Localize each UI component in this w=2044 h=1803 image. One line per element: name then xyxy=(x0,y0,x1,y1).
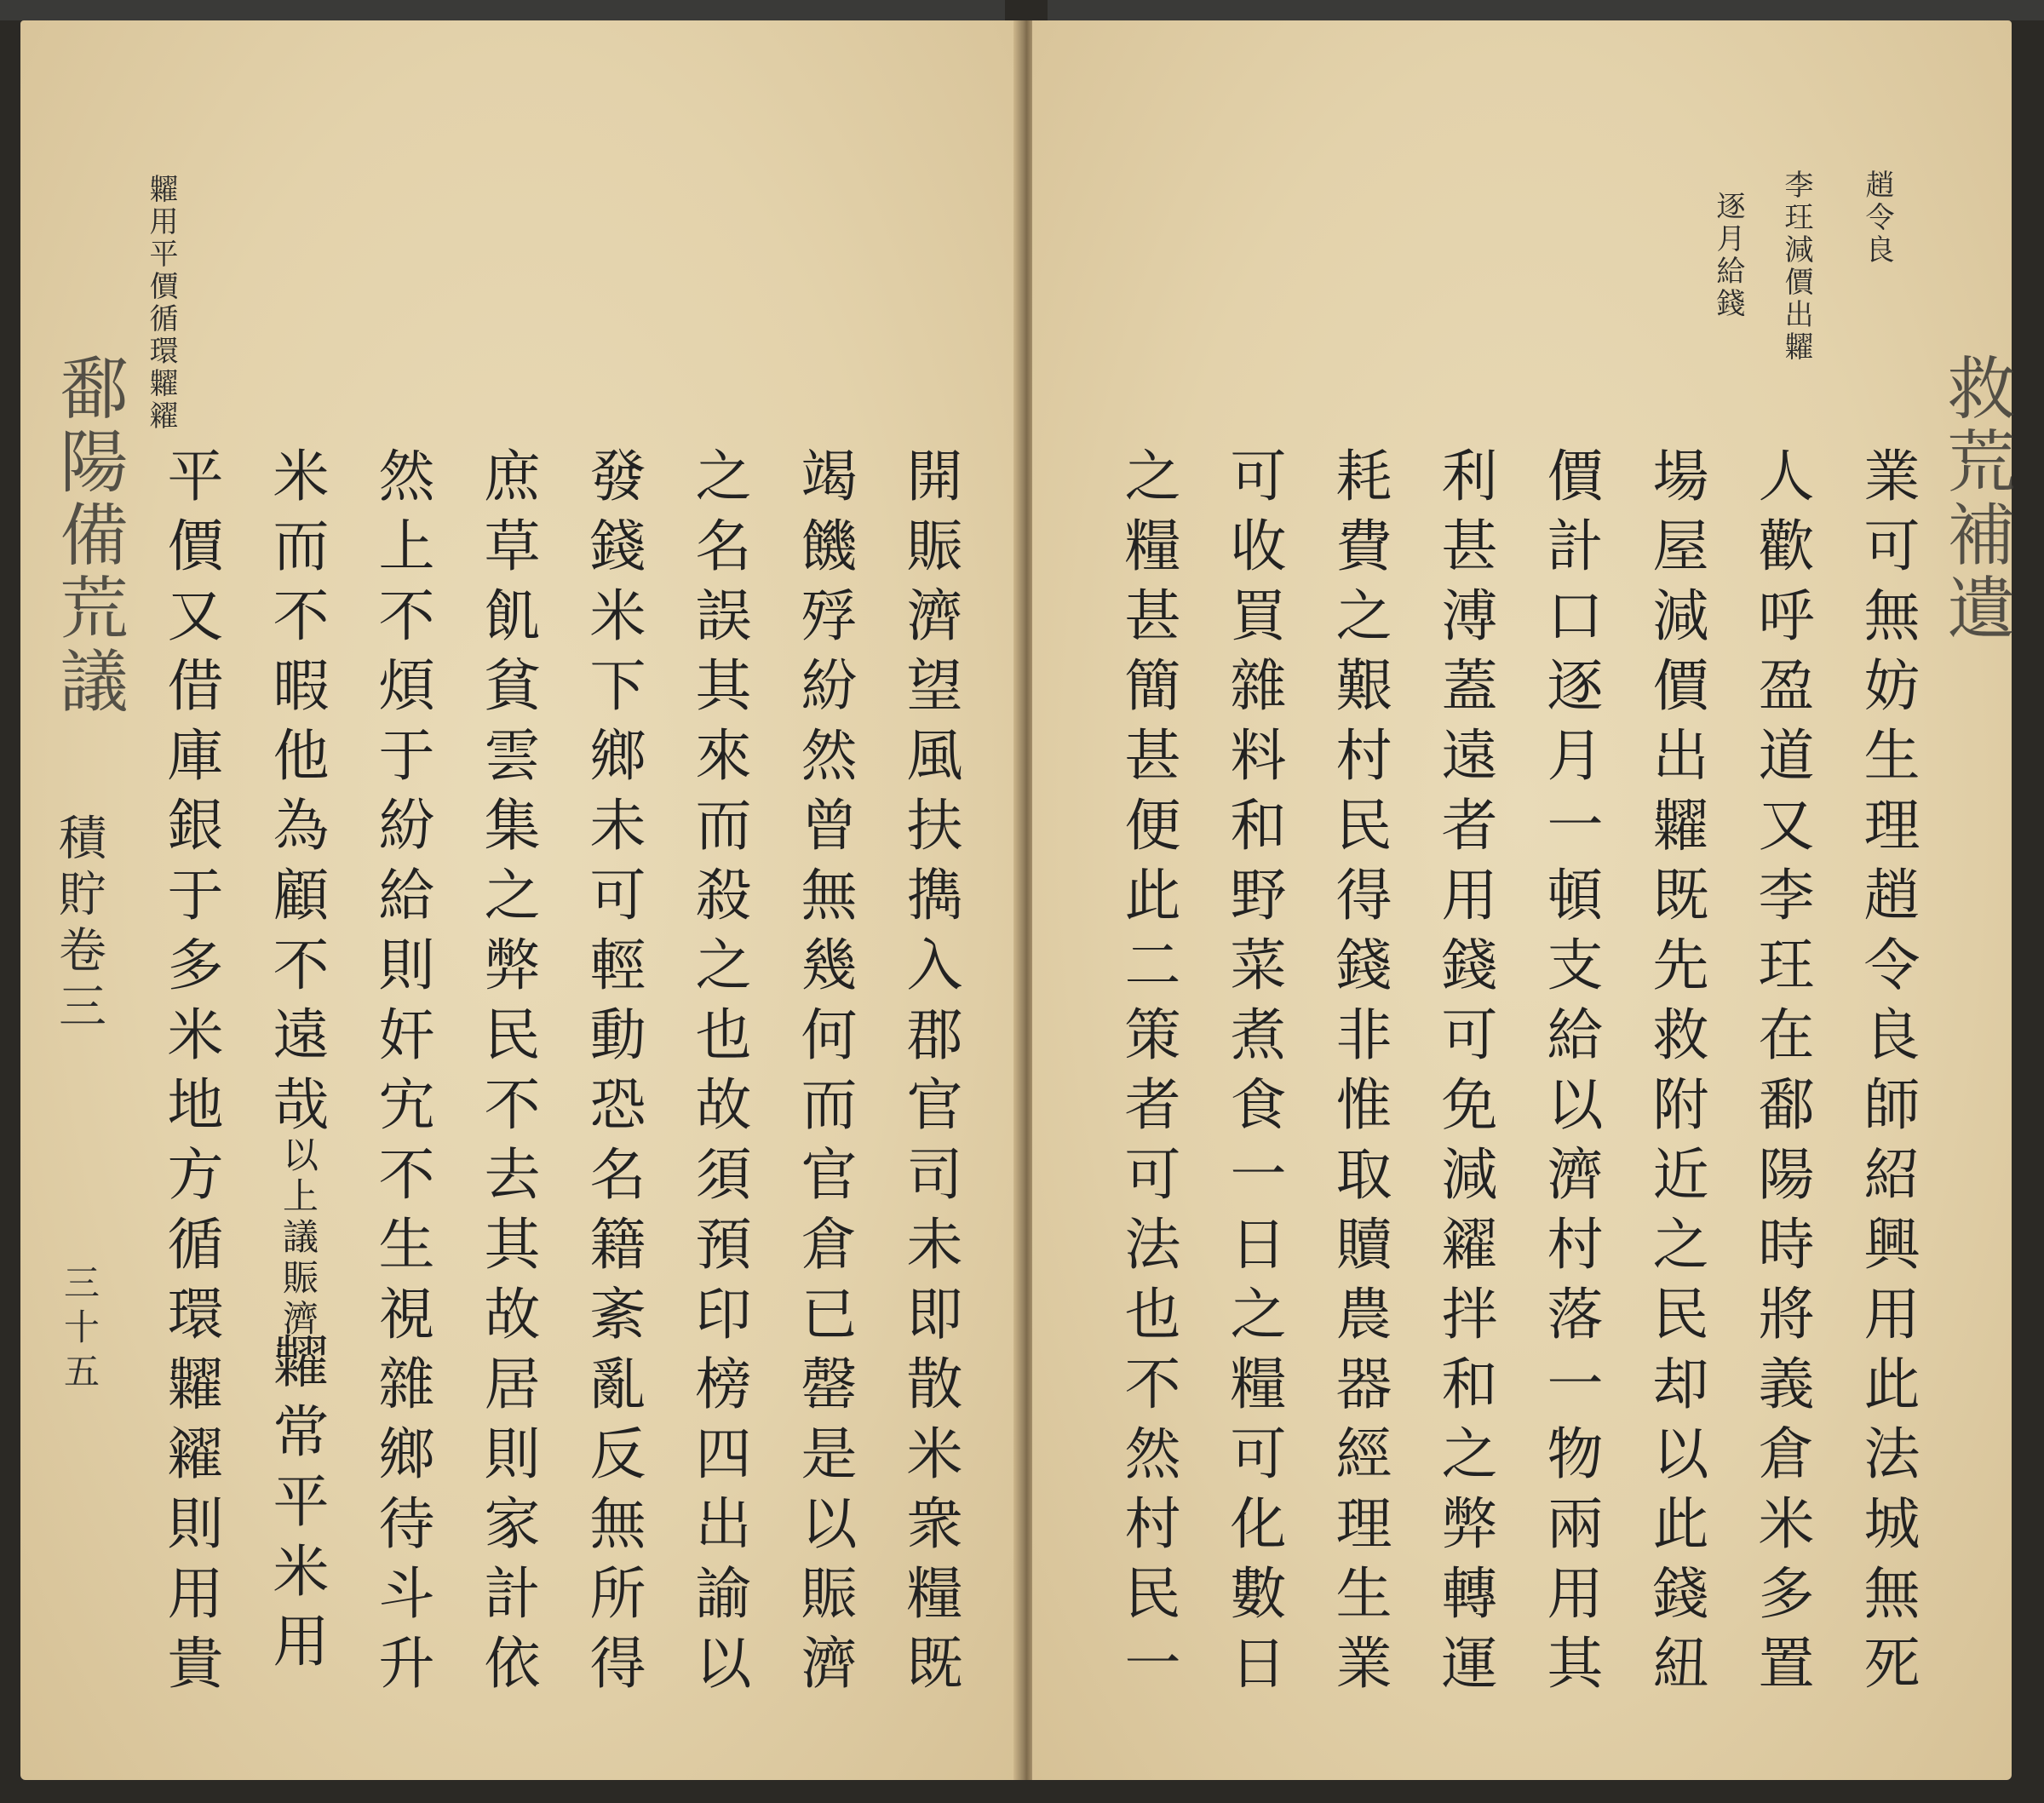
left-column-3: 之名誤其來而殺之也故須預印榜四出諭以 xyxy=(686,446,751,1703)
left-column-6: 然上不煩于紛給則奸宄不生視雜鄉待斗升 xyxy=(369,446,434,1703)
left-column-1: 開賑濟望風扶擕入郡官司未即散米衆糧既 xyxy=(897,446,962,1703)
left-column-5: 庶草飢貧雲集之弊民不去其故居則家計依 xyxy=(474,446,540,1703)
right-side-title: 救荒補遺 xyxy=(1936,353,2015,646)
right-column-3: 場屋減價出糶既先救附近之民却以此錢紐 xyxy=(1643,446,1708,1703)
right-column-7: 可收買雜料和野菜煮食一日之糧可化數日 xyxy=(1220,446,1286,1703)
left-column-4: 發錢米下鄉未可輕動恐名籍紊亂反無所得 xyxy=(580,446,646,1703)
left-column-2: 竭饑殍紛然曾無幾何而官倉已罄是以賑濟 xyxy=(791,446,857,1703)
left-page xyxy=(20,20,1019,1780)
right-column-1: 業可無妨生理趙令良師紹興用此法城無死 xyxy=(1854,446,1920,1703)
page-number: 三十五 xyxy=(59,1264,100,1397)
left-side-title: 鄱陽備荒議 xyxy=(49,353,128,719)
left-column-8: 平價又借庫銀于多米地方循環糶糴則用貴 xyxy=(158,446,223,1703)
right-top-note-2: 李玨減價出糶 xyxy=(1779,169,1813,364)
top-edge-left xyxy=(0,0,1005,20)
right-column-6: 耗費之艱村民得錢非惟取贖農器經理生業 xyxy=(1326,446,1392,1703)
right-column-8: 之糧甚簡甚便此二策者可法也不然村民一 xyxy=(1115,446,1180,1703)
top-edge-right xyxy=(1048,0,2044,20)
left-column-7: 米而不暇他為顧不遠哉 xyxy=(263,446,329,1145)
left-top-note: 糶用平價循環糶糴 xyxy=(144,174,178,433)
left-column-7-tail: 糶常平米用 xyxy=(263,1332,329,1681)
right-column-2: 人歡呼盈道又李玨在鄱陽時將義倉米多置 xyxy=(1748,446,1814,1703)
margin-label: 積貯卷三 xyxy=(51,812,106,1037)
right-column-4: 價計口逐月一頓支給以濟村落一物兩用其 xyxy=(1537,446,1603,1703)
right-column-5: 利甚溥蓋遠者用錢可免減糴拌和之弊轉運 xyxy=(1432,446,1497,1703)
right-top-note-3: 逐月給錢 xyxy=(1711,191,1745,320)
right-page xyxy=(1032,20,2015,1780)
right-top-note-1: 趙令良 xyxy=(1860,169,1894,267)
inline-note: 以上議賑濟 xyxy=(278,1136,319,1341)
